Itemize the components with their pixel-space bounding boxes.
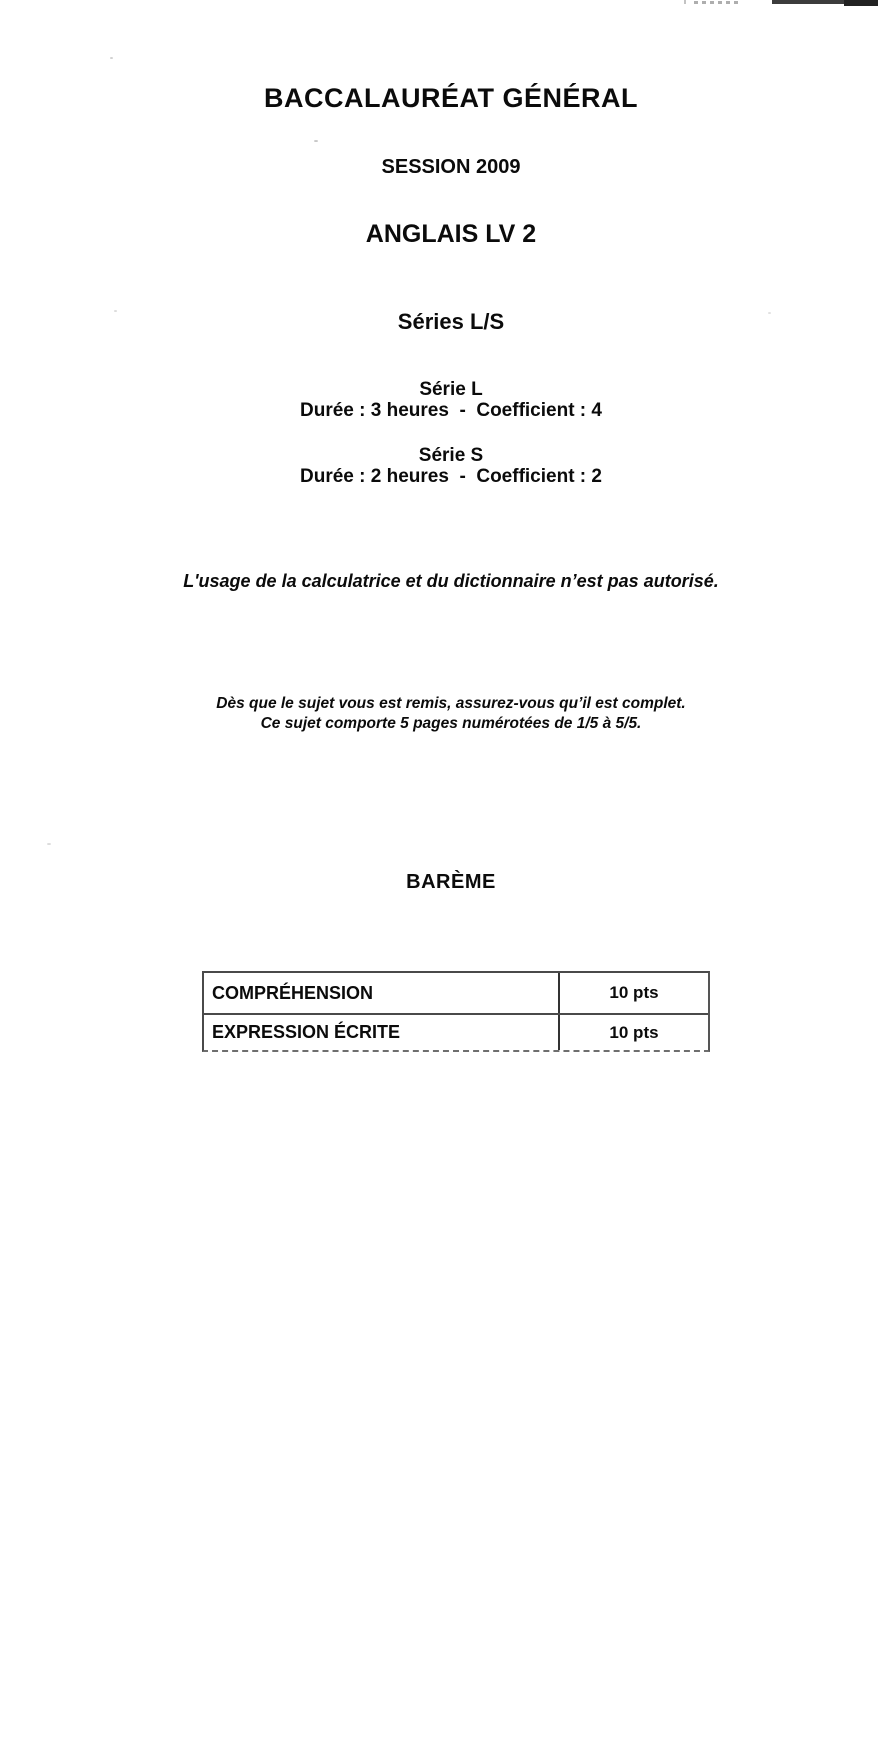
table-cell-points: 10 pts xyxy=(609,983,659,1002)
notice-complete-line1: Dès que le sujet vous est remis, assurez-vous qu’il est complet. xyxy=(216,695,686,712)
scan-artifact-dotted-line xyxy=(694,1,740,4)
table-cell-label: COMPRÉHENSION xyxy=(204,973,560,1013)
table-row xyxy=(204,973,708,1013)
bareme-table xyxy=(202,971,710,1052)
scan-speck xyxy=(314,140,318,142)
document-title: BACCALAURÉAT GÉNÉRAL xyxy=(264,83,638,113)
subject-heading: ANGLAIS LV 2 xyxy=(365,220,537,248)
scan-artifact-dark-line xyxy=(772,0,878,4)
scan-artifact-dark-blob xyxy=(844,0,878,6)
notice-no-tools: L'usage de la calculatrice et du dictionnaire n’est pas autorisé. xyxy=(183,571,719,591)
table-row xyxy=(204,1013,708,1050)
table-cell-points: 10 pts xyxy=(609,1022,659,1042)
serie-l-label: Série L xyxy=(419,379,483,400)
scan-speck xyxy=(47,843,51,845)
notice-complete-line2: Ce sujet comporte 5 pages numérotées de 1/5 à 5/5. xyxy=(260,715,642,732)
series-heading: Séries L/S xyxy=(397,309,505,334)
scan-artifact-tick xyxy=(684,0,686,4)
serie-s-label: Série S xyxy=(418,445,484,466)
scan-speck xyxy=(110,57,113,59)
bareme-heading: BARÈME xyxy=(406,871,496,893)
serie-s-details: Durée : 2 heures - Coefficient : 2 xyxy=(300,466,602,487)
session-heading: SESSION 2009 xyxy=(381,156,521,178)
serie-l-details: Durée : 3 heures - Coefficient : 4 xyxy=(300,400,602,421)
table-cell-label: EXPRESSION ÉCRITE xyxy=(204,1015,560,1050)
